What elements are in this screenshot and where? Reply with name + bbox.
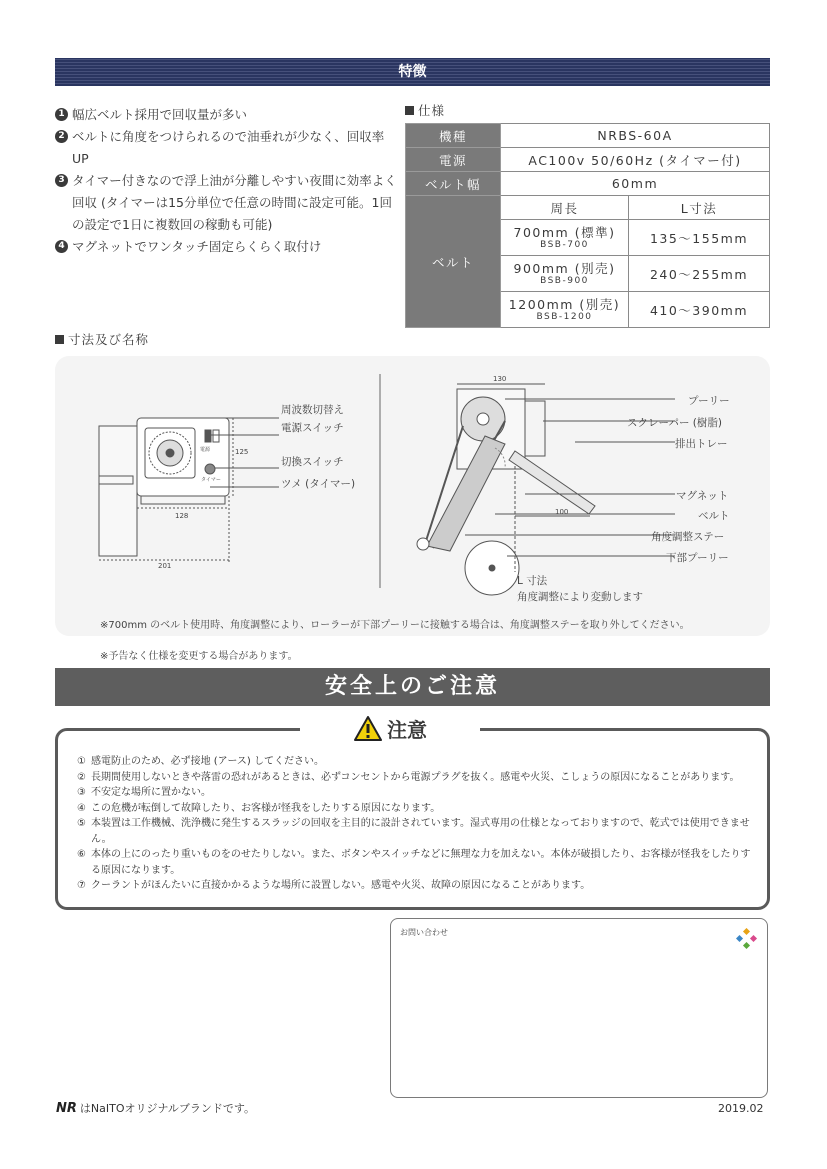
belt-l-dimension: 135～155mm [629, 220, 770, 256]
belt-l-dimension: 240～255mm [629, 256, 770, 292]
caution-text: クーラントがほんたいに直接かかるような場所に設置しない。感電や火災、故障の原因になることがあります。 [91, 880, 591, 891]
feature-text: ベルトに角度をつけられるので油垂れが少なく、回収率 UP [72, 129, 385, 166]
spec-heading [405, 101, 445, 119]
caution-item [77, 770, 757, 786]
caution-item [77, 816, 757, 847]
spec-row [406, 172, 770, 196]
caution-label: 注意 [387, 718, 427, 742]
spec-table [405, 123, 770, 328]
belt-code: BSB-900 [540, 275, 589, 286]
spec-row [406, 124, 770, 148]
spec-value: 60mm [501, 172, 770, 196]
belt-col-header: 周長 [501, 196, 629, 220]
caution-item [77, 801, 757, 817]
feature-text: マグネットでワンタッチ固定らくらく取付け [72, 239, 322, 254]
belt-code: BSB-1200 [536, 311, 593, 322]
spec-value: NRBS-60A [501, 124, 770, 148]
caution-item [77, 878, 757, 894]
feature-number-badge: 1 [55, 108, 68, 121]
front-view-drawing [99, 418, 279, 562]
label-lower-pulley: 下部プーリー [666, 552, 729, 564]
feature-number-badge: 2 [55, 130, 68, 143]
contact-label: お問い合わせ [400, 928, 448, 937]
spec-key: 機種 [406, 124, 501, 148]
label-selector-switch: 切換スイッチ [281, 456, 344, 468]
label-frequency-switch: 周波数切替え [281, 404, 344, 416]
caution-item [77, 785, 757, 801]
dimensions-heading [55, 330, 149, 348]
spec-key-belt: ベルト [406, 196, 501, 328]
belt-l-dimension: 410～390mm [629, 292, 770, 328]
dim-height: 125 [235, 448, 249, 456]
dim-width-outer: 201 [158, 562, 172, 570]
caution-number: ① [77, 756, 86, 767]
features-header-bar [55, 58, 770, 86]
issue-date: 2019.02 [718, 1102, 764, 1115]
features-header-title: 特徴 [398, 64, 427, 80]
features-list [55, 104, 400, 258]
caution-heading [300, 710, 480, 750]
label-magnet: マグネット [676, 490, 729, 502]
front-timer-text: タイマー [201, 477, 221, 483]
spec-key: ベルト幅 [406, 172, 501, 196]
square-bullet-icon [55, 335, 64, 344]
brand-text: はNaITOオリジナルブランドです。 [79, 1102, 256, 1115]
feature-item [55, 126, 400, 170]
front-power-text: 電源 [200, 447, 211, 453]
label-l-note: 角度調整により変動します [517, 591, 643, 603]
note-belt-contact: ※700mm のベルト使用時、角度調整により、ローラーが下部プーリーに接触する場合は、角度調整ステーを取り外してください。 [100, 620, 690, 631]
feature-item [55, 236, 400, 258]
label-power-switch: 電源スイッチ [281, 422, 344, 434]
belt-code: BSB-700 [540, 239, 589, 250]
feature-text: タイマー付きなので浮上油が分離しやすい夜間に効率よく回収 (タイマーは15分単位で任意の時間に設定可能。1回の設定で1日に複数回の稼動も可能) [72, 173, 397, 232]
caution-text: 感電防止のため、必ず接地 (アース) してください。 [91, 756, 324, 767]
caution-text: 本体の上にのったり重いものをのせたりしない。また、ボタンやスイッチなどに無理な力を加えない。本体が破損したり、お客様が怪我をしたりする原因になります。 [91, 849, 751, 876]
spec-value: AC100v 50/60Hz (タイマー付) [501, 148, 770, 172]
spec-heading-text: 仕様 [418, 103, 446, 118]
caution-text: 本装置は工作機械、洗浄機に発生するスラッジの回収を主目的に設計されています。湿式専用の仕様となっておりますので、乾式では使用できません。 [91, 818, 750, 845]
caution-list [77, 754, 757, 894]
belt-length-cell [501, 220, 629, 256]
label-belt: ベルト [698, 510, 730, 522]
belt-length-cell [501, 292, 629, 328]
dimension-diagrams [55, 356, 770, 636]
feature-text: 幅広ベルト採用で回収量が多い [72, 107, 248, 122]
spec-key: 電源 [406, 148, 501, 172]
square-bullet-icon [405, 106, 414, 115]
safety-title-bar [55, 668, 770, 706]
safety-title: 安全上のご注意 [324, 674, 500, 699]
contact-box [390, 918, 768, 1098]
dimensions-heading-text: 寸法及び名称 [68, 332, 150, 347]
caution-item [77, 754, 757, 770]
label-angle-stay: 角度調整ステー [651, 531, 725, 543]
brand-footer [56, 1100, 255, 1116]
feature-item [55, 170, 400, 236]
warning-triangle-icon [353, 715, 383, 742]
label-scraper: スクレーパー (樹脂) [627, 417, 723, 429]
label-l-dimension: L 寸法 [517, 575, 548, 587]
belt-col-header: L寸法 [629, 196, 770, 220]
belt-length: 1200mm (別売) [508, 296, 621, 312]
feature-item [55, 104, 400, 126]
caution-number: ⑥ [77, 849, 86, 860]
dim-mid: 100 [555, 508, 569, 516]
caution-item [77, 847, 757, 878]
logo-icon [736, 928, 758, 950]
caution-number: ④ [77, 802, 86, 814]
spec-row [406, 148, 770, 172]
label-pulley: プーリー [688, 395, 730, 407]
caution-number: ③ [77, 787, 86, 798]
nr-logo: NR [56, 1101, 77, 1116]
belt-length: 900mm (別売) [513, 260, 616, 276]
caution-number: ⑤ [77, 818, 86, 829]
dim-width-inner: 128 [175, 512, 189, 520]
diagram-panel [55, 356, 770, 636]
spec-row [406, 196, 770, 220]
feature-number-badge: 4 [55, 240, 68, 253]
belt-length-cell [501, 256, 629, 292]
dim-top: 130 [493, 375, 507, 383]
caution-text: この危機が転倒して故障したり、お客様が怪我をしたりする原因になります。 [91, 802, 441, 814]
label-discharge-tray: 排出トレー [675, 438, 728, 450]
caution-number: ⑦ [77, 880, 86, 891]
feature-number-badge: 3 [55, 174, 68, 187]
belt-length: 700mm (標準) [513, 224, 616, 240]
caution-text: 不安定な場所に置かない。 [91, 787, 211, 798]
caution-text: 長期間使用しないときや落雷の恐れがあるときは、必ずコンセントから電源プラグを抜く。感電や火災、こしょうの原因になることがあります。 [91, 771, 740, 783]
caution-number: ② [77, 771, 86, 783]
label-timer-tab: ツメ (タイマー) [281, 478, 356, 490]
note-spec-change: ※予告なく仕様を変更する場合があります。 [100, 651, 298, 662]
